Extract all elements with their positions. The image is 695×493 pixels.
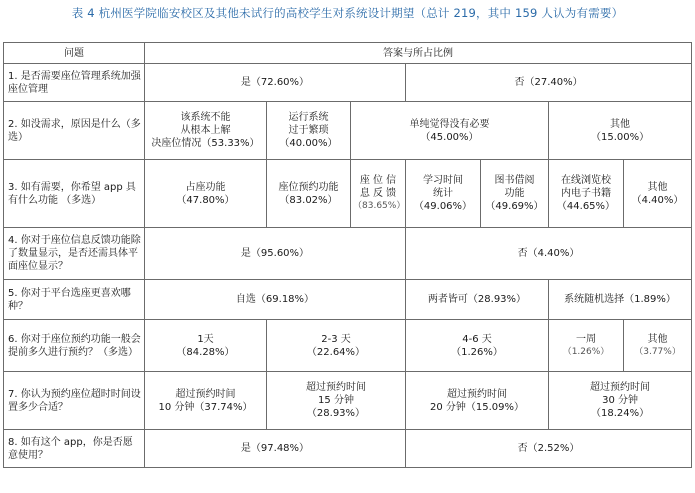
answer-line: 2-3 天 xyxy=(321,333,351,345)
answer-line: （4.40%） xyxy=(631,194,684,206)
answer-line: （15.00%） xyxy=(590,131,650,143)
answer-cell xyxy=(145,372,267,430)
answer-line: （1.26%） xyxy=(451,346,503,358)
answer-line: （1.26%） xyxy=(562,346,610,357)
answer-line: （44.65%） xyxy=(556,201,616,212)
answer-line: 决座位情况（53.33%） xyxy=(151,138,260,149)
answer-line: （49.69%） xyxy=(485,201,544,212)
answer-line: 座 位 信 xyxy=(359,175,397,186)
answer-line: 超过预约时间 xyxy=(175,388,236,400)
survey-table xyxy=(3,42,692,468)
answer-line: 一周 xyxy=(576,333,596,345)
table-row xyxy=(4,102,692,160)
answer-cell xyxy=(267,102,351,160)
answer-cell xyxy=(406,372,549,430)
answer-cell xyxy=(624,160,692,228)
table-row xyxy=(4,280,692,320)
answer-line: 15 分钟 xyxy=(318,395,354,406)
answer-cell xyxy=(406,160,481,228)
answer-line: （28.93%） xyxy=(306,408,366,419)
answer-cell xyxy=(624,320,692,372)
header-question: 问题 xyxy=(4,43,145,64)
answer-cell xyxy=(145,320,267,372)
question-cell: 5. 你对于平台选座更喜欢哪种？ xyxy=(4,280,145,320)
answer-line: （83.65%） xyxy=(353,201,406,211)
answer-line: 功能 xyxy=(504,188,525,199)
answer-cell xyxy=(351,102,549,160)
answer-line: 从根本上解 xyxy=(180,125,231,136)
answer-line: 超过预约时间 xyxy=(306,382,366,393)
question-cell: 6. 你对于座位预约功能一般会提前多久进行预约？（多选） xyxy=(4,320,145,372)
answer-line: （40.00%） xyxy=(279,138,338,149)
table-row xyxy=(4,320,692,372)
answer-cell xyxy=(549,320,624,372)
table-row xyxy=(4,228,692,280)
answer-line: 统计 xyxy=(433,188,453,199)
answer-line: 1天 xyxy=(197,333,214,345)
question-cell: 1. 是否需要座位管理系统加强座位管理 xyxy=(4,64,145,102)
header-answer: 答案与所占比例 xyxy=(145,43,692,64)
header-row xyxy=(4,43,692,64)
answer-line: （22.64%） xyxy=(306,346,366,358)
question-cell: 2. 如没需求，原因是什么（多选） xyxy=(4,102,145,160)
answer-line: 占座功能 xyxy=(185,181,226,193)
answer-line: 息 反 馈 xyxy=(359,188,397,199)
answer-cell xyxy=(481,160,549,228)
question-cell: 4. 你对于座位信息反馈功能除了数量显示，是否还需具体平面座位显示？ xyxy=(4,228,145,280)
answer-line: 该系统不能 xyxy=(180,112,231,123)
answer-line: （45.00%） xyxy=(420,131,479,143)
answer-line: （49.06%） xyxy=(413,201,473,212)
answer-cell: 自选（69.18%） xyxy=(145,280,406,320)
answer-line: 4-6 天 xyxy=(462,333,492,345)
answer-line: 学习时间 xyxy=(423,175,463,186)
answer-cell: 是（72.60%） xyxy=(145,64,406,102)
question-cell: 7. 你认为预约座位超时时间设置多少合适？ xyxy=(4,372,145,430)
answer-cell: 是（95.60%） xyxy=(145,228,406,280)
answer-line: 超过预约时间 xyxy=(590,382,651,393)
answer-line: 10 分钟（37.74%） xyxy=(158,401,253,413)
answer-cell xyxy=(267,372,406,430)
table-caption: 表 4 杭州医学院临安校区及其他未试行的高校学生对系统设计期望（总计 219，其中 159 人认为有需要） xyxy=(71,6,624,20)
answer-cell: 否（27.40%） xyxy=(406,64,692,102)
answer-line: 图书借阅 xyxy=(494,175,535,186)
answer-cell: 两者皆可（28.93%） xyxy=(406,280,549,320)
answer-line: （84.28%） xyxy=(176,346,235,358)
answer-line: 座位预约功能 xyxy=(278,181,339,193)
table-row xyxy=(4,160,692,228)
answer-cell: 是（97.48%） xyxy=(145,430,406,468)
answer-line: 20 分钟（15.09%） xyxy=(429,401,525,413)
answer-cell xyxy=(549,102,692,160)
answer-cell xyxy=(406,320,549,372)
answer-cell xyxy=(549,160,624,228)
answer-cell xyxy=(351,160,406,228)
answer-cell xyxy=(549,372,692,430)
answer-line: 其他 xyxy=(647,181,668,193)
table-row xyxy=(4,430,692,468)
answer-line: （3.77%） xyxy=(634,346,681,357)
answer-cell xyxy=(145,102,267,160)
answer-line: 其他 xyxy=(647,333,668,345)
answer-line: 超过预约时间 xyxy=(447,388,507,400)
question-cell: 3. 如有需要，你希望 app 具有什么功能 （多选） xyxy=(4,160,145,228)
answer-line: 运行系统 xyxy=(288,112,329,123)
table-row xyxy=(4,372,692,430)
answer-line: 单纯觉得没有必要 xyxy=(409,118,490,130)
answer-line: 内电子书籍 xyxy=(561,188,611,199)
answer-cell: 否（4.40%） xyxy=(406,228,692,280)
answer-line: 过于繁琐 xyxy=(288,125,329,136)
answer-line: 在线浏览校 xyxy=(561,175,611,186)
answer-line: （18.24%） xyxy=(590,408,650,419)
answer-cell xyxy=(267,160,351,228)
answer-cell xyxy=(145,160,267,228)
answer-line: （47.80%） xyxy=(176,194,235,206)
answer-cell xyxy=(267,320,406,372)
answer-cell: 系统随机选择（1.89%） xyxy=(549,280,692,320)
answer-cell: 否（2.52%） xyxy=(406,430,692,468)
question-cell: 8. 如有这个 app，你是否愿意使用？ xyxy=(4,430,145,468)
answer-line: 其他 xyxy=(610,118,631,130)
answer-line: （83.02%） xyxy=(279,194,338,206)
table-row xyxy=(4,64,692,102)
answer-line: 30 分钟 xyxy=(602,395,638,406)
